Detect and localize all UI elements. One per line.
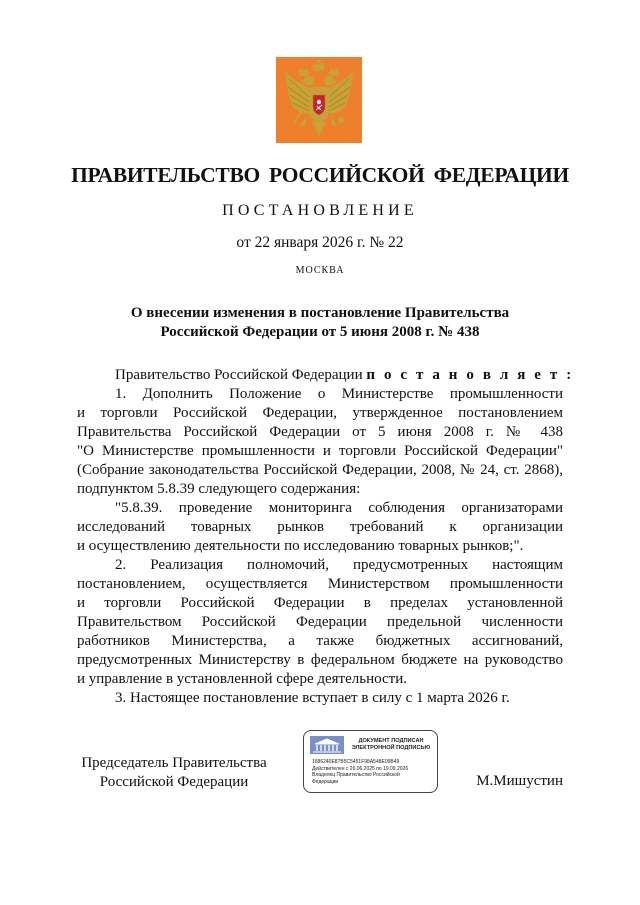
body-line: постановлением, осуществляется Министерством промышленности — [77, 576, 563, 592]
electronic-signature-stamp — [303, 730, 438, 793]
body-line: Правительством Российской Федерации предельной численности — [77, 614, 563, 630]
stamp-certificate-info — [312, 759, 408, 785]
stamp-serial: 1686240E87B5C5451F98A548E09B49 — [312, 759, 400, 765]
body-line: исследований товарных рынков требований к организации — [77, 519, 563, 535]
body-line: 3. Настоящее постановление вступает в силу с 1 марта 2026 г. — [115, 690, 510, 706]
stamp-title-line: ДОКУМЕНТ ПОДПИСАН — [358, 738, 424, 744]
body-line: и осуществлению деятельности по исследованию товарных рынков;". — [77, 538, 524, 554]
stamp-title-line: ЭЛЕКТРОННОЙ ПОДПИСЬЮ — [351, 745, 431, 751]
body-line: Правительства Российской Федерации от 5 июня 2008 г. № 438 — [77, 424, 563, 440]
stamp-validity: Действителен с 26.06.2025 по 19.09.2026 — [312, 765, 409, 772]
signatory-position — [76, 754, 272, 792]
document-city: МОСКВА — [295, 265, 345, 276]
russian-coat-of-arms-icon — [276, 57, 362, 143]
body-line: 2. Реализация полномочий, предусмотренных настоящим — [115, 557, 563, 573]
body-line: подпунктом 5.8.39 следующего содержания: — [77, 481, 361, 497]
document-type: ПОСТАНОВЛЕНИЕ — [222, 202, 418, 219]
government-title: ПРАВИТЕЛЬСТВО РОССИЙСКОЙ ФЕДЕРАЦИИ — [71, 163, 569, 187]
body-line: (Собрание законодательства Российской Федерации, 2008, № 24, ст. 2868), — [77, 462, 563, 478]
document-date-number: от 22 января 2026 г. № 22 — [236, 234, 404, 251]
signatory-position-line: Председатель Правительства — [81, 755, 267, 771]
body-line: работников Министерства, а также бюджетных ассигнований, — [77, 633, 563, 649]
body-line: 1. Дополнить Положение о Министерстве промышленности — [115, 386, 563, 402]
body-line: "5.8.39. проведение мониторинга соблюдения организаторами — [115, 500, 563, 516]
document-subject — [80, 304, 560, 342]
signatory-name: М.Мишустин — [476, 773, 563, 789]
intro-decree-word: п о с т а н о в л я е т : — [366, 367, 574, 383]
subject-line: О внесении изменения в постановление Правительства — [130, 305, 510, 321]
stamp-owner: Владелец Правительство Российской — [312, 772, 400, 779]
document-body — [77, 366, 574, 708]
subject-line: Российской Федерации от 5 июня 2008 г. № 438 — [160, 324, 480, 340]
stamp-owner: Федерации — [312, 778, 339, 785]
body-line: и торговли Российской Федерации, утвержденное постановлением — [77, 405, 563, 421]
government-building-icon — [310, 736, 344, 754]
intro-line — [77, 366, 574, 385]
body-line: "О Министерстве промышленности и торговли Российской Федерации" — [77, 443, 563, 459]
body-line: предусмотренных Министерству в федеральном бюджете на руководство — [77, 652, 563, 668]
body-line: и торговли Российской Федерации в пределах установленной — [77, 595, 563, 611]
signatory-position-line: Российской Федерации — [99, 774, 249, 790]
intro-lead: Правительство Российской Федерации — [115, 367, 367, 383]
stamp-title — [348, 738, 434, 752]
body-line: и управление в установленной сфере деятельности. — [77, 671, 407, 687]
